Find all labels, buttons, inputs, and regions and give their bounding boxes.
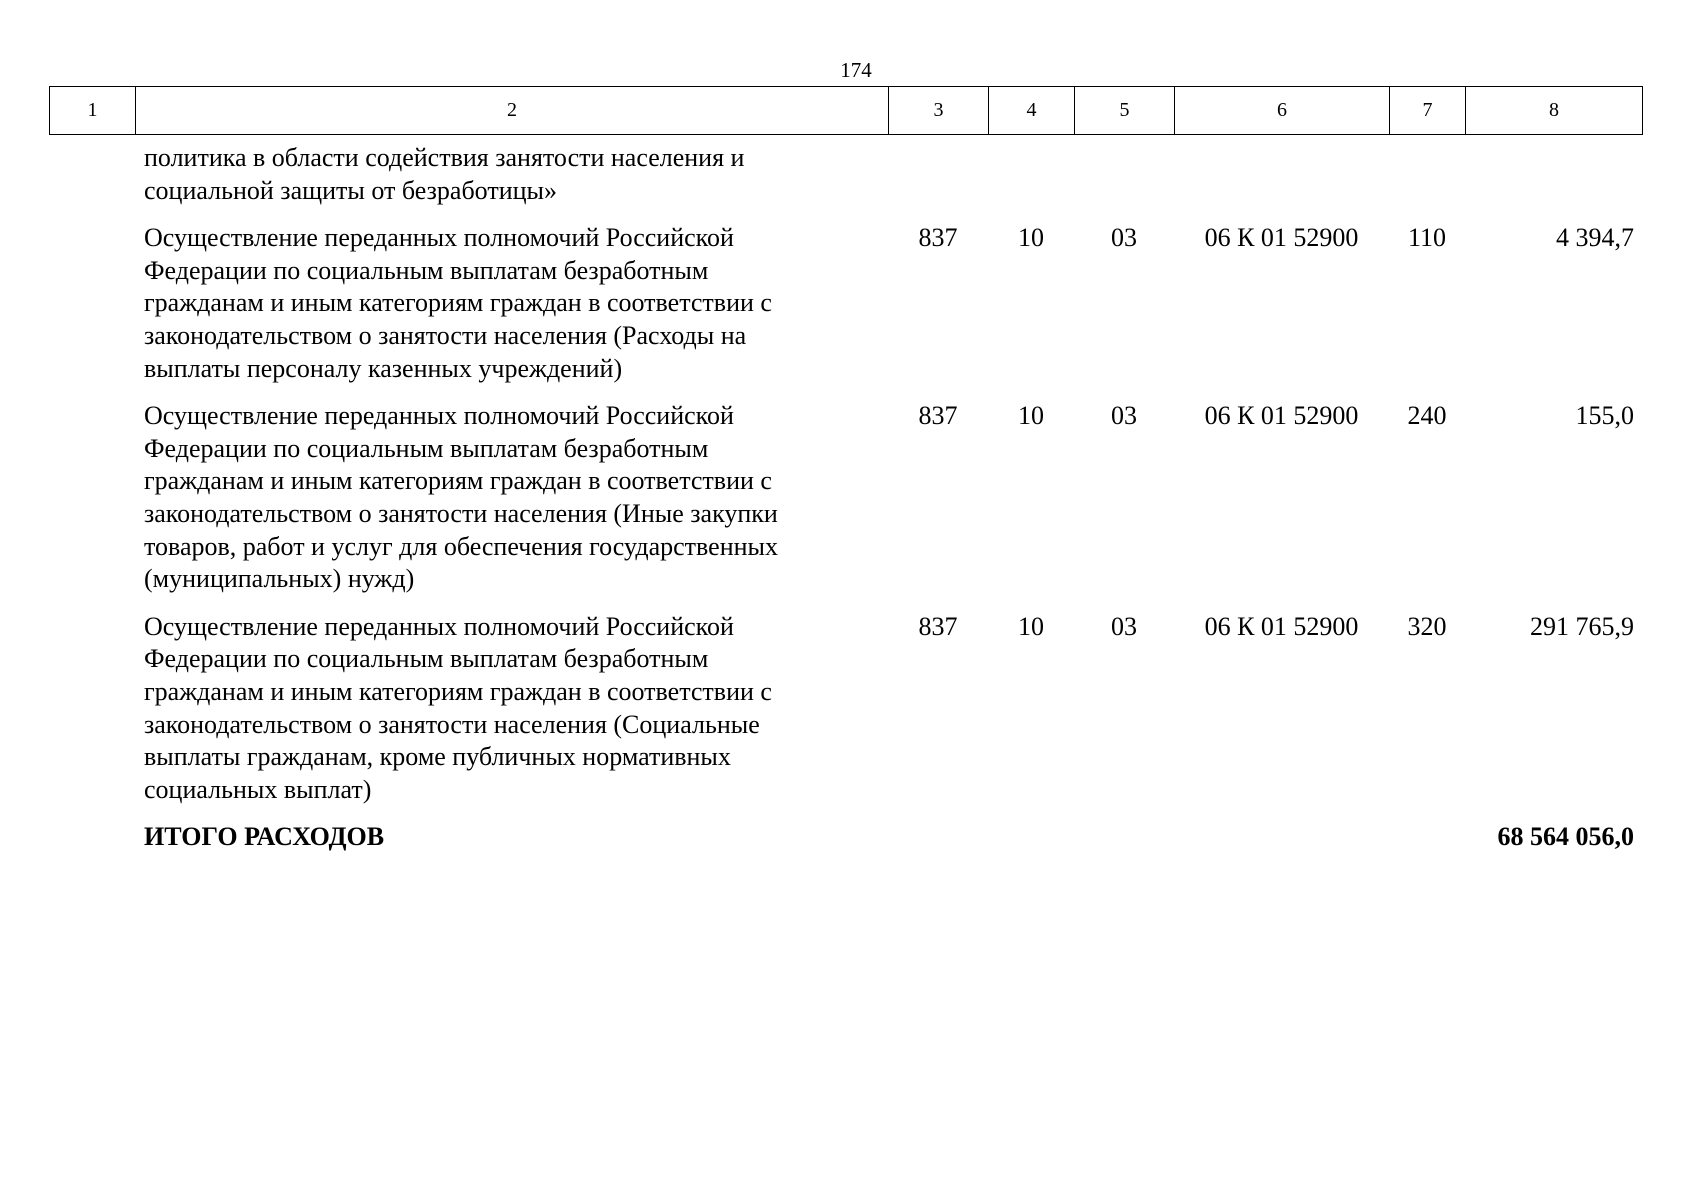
description-line: Федерации по социальным выплатам безработным — [144, 255, 709, 285]
continuation-row — [49, 142, 1642, 222]
row-description — [49, 611, 888, 822]
description-line: социальных выплат) — [144, 774, 372, 804]
description-line: законодательством о занятости населения (Расходы на — [144, 320, 747, 350]
description-line: Федерации по социальным выплатам безработным — [144, 644, 709, 674]
cell-sum: 155,0 — [1575, 401, 1634, 431]
row-description — [49, 222, 888, 400]
description-line: Федерации по социальным выплатам безработным — [144, 433, 709, 463]
cell-vr: 110 — [1407, 223, 1447, 253]
table-row — [49, 222, 1642, 400]
expense-table-body — [49, 142, 1642, 854]
cell-csr: 06 К 01 52900 — [1204, 611, 1359, 641]
cell-rz: 10 — [1018, 611, 1044, 641]
header-col-2: 2 — [136, 87, 889, 135]
continuation-description — [49, 142, 888, 222]
cell-vr: 320 — [1407, 611, 1447, 641]
description-line: товаров, работ и услуг для обеспечения государственных — [144, 531, 778, 561]
description-line: гражданам и иным категориям граждан в соответствии с — [144, 466, 772, 496]
cell-grbs: 837 — [918, 223, 958, 253]
total-label: ИТОГО РАСХОДОВ — [144, 822, 385, 852]
description-line: Осуществление переданных полномочий Российской — [144, 401, 734, 431]
row-description — [49, 400, 888, 611]
description-line: законодательством о занятости населения (Социальные — [144, 709, 760, 739]
column-number-header — [49, 86, 1643, 135]
description-line: (муниципальных) нужд) — [144, 564, 415, 594]
page-number: 174 — [840, 58, 872, 82]
cell-csr: 06 К 01 52900 — [1204, 223, 1359, 253]
header-col-4: 4 — [989, 87, 1075, 135]
cell-csr: 06 К 01 52900 — [1204, 401, 1359, 431]
description-line: выплаты персоналу казенных учреждений) — [144, 353, 623, 383]
description-line: гражданам и иным категориям граждан в соответствии с — [144, 288, 772, 318]
table-row — [49, 400, 1642, 611]
table-row — [49, 611, 1642, 822]
cell-rz: 10 — [1018, 401, 1044, 431]
description-line: выплаты гражданам, кроме публичных нормативных — [144, 742, 731, 772]
header-col-6: 6 — [1175, 87, 1390, 135]
header-col-1: 1 — [50, 87, 136, 135]
header-col-8: 8 — [1466, 87, 1643, 135]
description-line: законодательством о занятости населения (Иные закупки — [144, 498, 778, 528]
cell-rz: 10 — [1018, 223, 1044, 253]
total-row — [49, 821, 1642, 854]
header-col-3: 3 — [889, 87, 989, 135]
cell-pr: 03 — [1111, 223, 1137, 253]
cell-vr: 240 — [1407, 401, 1447, 431]
cell-grbs: 837 — [918, 611, 958, 641]
cell-sum: 291 765,9 — [1530, 611, 1634, 641]
header-col-5: 5 — [1075, 87, 1175, 135]
cell-pr: 03 — [1111, 401, 1137, 431]
header-col-7: 7 — [1390, 87, 1466, 135]
description-line: гражданам и иным категориям граждан в соответствии с — [144, 676, 772, 706]
description-line: социальной защиты от безработицы» — [144, 175, 557, 205]
total-sum: 68 564 056,0 — [1497, 822, 1634, 852]
cell-sum: 4 394,7 — [1556, 223, 1634, 253]
cell-grbs: 837 — [918, 401, 958, 431]
description-line: политика в области содействия занятости населения и — [144, 143, 745, 172]
cell-pr: 03 — [1111, 611, 1137, 641]
description-line: Осуществление переданных полномочий Российской — [144, 223, 734, 253]
description-line: Осуществление переданных полномочий Российской — [144, 611, 734, 641]
